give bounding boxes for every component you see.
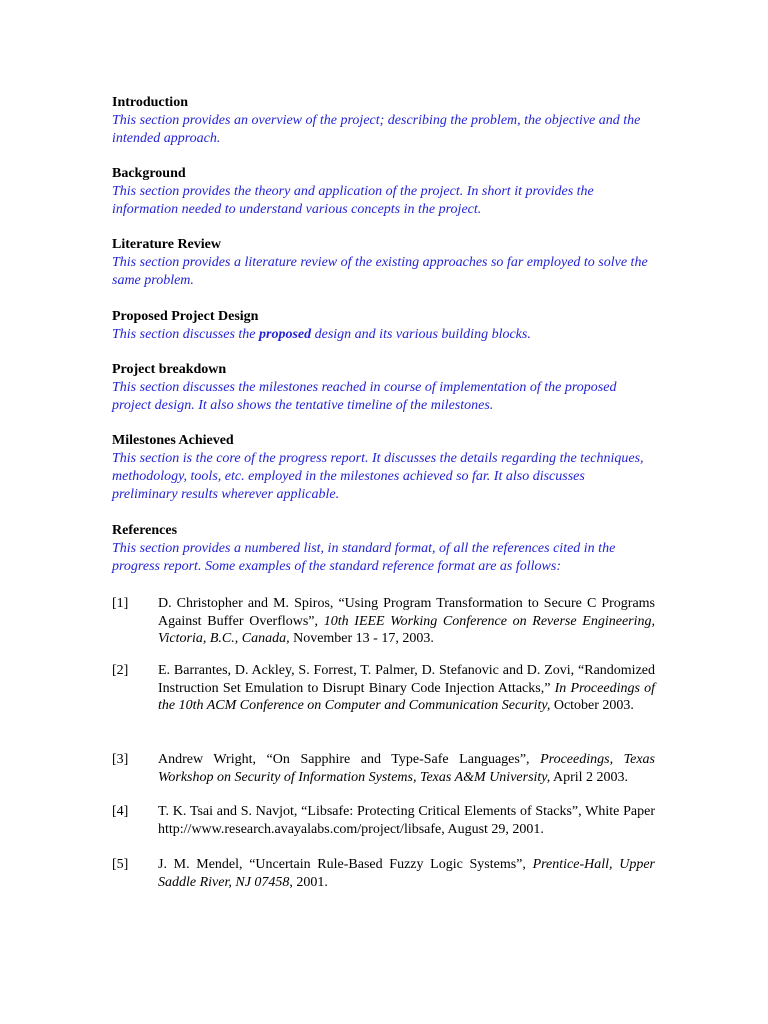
- section-description: This section provides a literature review of the existing approaches so far employed to solve the same problem.: [112, 255, 648, 288]
- section-heading: Introduction: [112, 95, 188, 110]
- reference-plain: Andrew Wright, “On Sapphire and Type-Safe Languages”,: [158, 752, 541, 767]
- reference-plain: J. M. Mendel, “Uncertain Rule-Based Fuzzy Logic Systems”,: [158, 857, 533, 872]
- section-heading: Milestones Achieved: [112, 433, 234, 448]
- section-proposed-project-design: [112, 308, 652, 344]
- desc-emphasis: proposed: [259, 327, 312, 342]
- section-description: [112, 326, 652, 344]
- section-heading: Literature Review: [112, 237, 221, 252]
- section-heading: Project breakdown: [112, 362, 227, 377]
- reference-text: [158, 751, 655, 786]
- reference-plain: T. K. Tsai and S. Navjot, “Libsafe: Protecting Critical Elements of Stacks”, White Paper http://www.research.avayalabs.com/project/libsafe, August 29, 2001.: [158, 804, 655, 837]
- section-heading: References: [112, 523, 178, 538]
- section-introduction: [112, 94, 652, 148]
- reference-italic: In Proceedings of the 10th ACM Conference on Computer and Communication Security,: [158, 680, 655, 713]
- reference-number: [3]: [112, 752, 129, 767]
- reference-number: [2]: [112, 663, 129, 678]
- section-background: [112, 165, 652, 219]
- section-description: This section is the core of the progress report. It discusses the details regarding the techniques, methodology, tools, etc. employed in the milestones achieved so far. It also discusses preliminary results wherever applicable.: [112, 451, 644, 502]
- reference-italic: 10th IEEE Working Conference on Reverse Engineering, Victoria, B.C., Canada,: [158, 613, 655, 646]
- reference-italic: Proceedings, Texas Workshop on Security of Information Systems, Texas A&M University,: [158, 752, 656, 785]
- reference-plain: October 2003.: [550, 698, 634, 713]
- section-references: [112, 522, 652, 576]
- reference-item: [112, 662, 655, 715]
- reference-plain: November 13 - 17, 2003.: [289, 631, 434, 646]
- reference-number: [5]: [112, 857, 129, 872]
- reference-plain: , 2001.: [289, 874, 328, 890]
- reference-number: [1]: [112, 596, 129, 611]
- reference-number: [4]: [112, 804, 129, 819]
- reference-text: [158, 803, 655, 838]
- reference-text: [158, 856, 655, 891]
- section-heading: Proposed Project Design: [112, 309, 259, 324]
- reference-text: [158, 595, 655, 648]
- desc-text: design and its various building blocks.: [311, 327, 531, 342]
- reference-plain: E. Barrantes, D. Ackley, S. Forrest, T. Palmer, D. Stefanovic and D. Zovi, “Randomized Instruction Set Emulation to Disrupt Binary Code Injection Attacks,”: [158, 663, 655, 696]
- section-description: This section provides the theory and application of the project. In short it provides the information needed to understand various concepts in the project.: [112, 184, 594, 217]
- reference-item: [112, 803, 655, 838]
- section-milestones-achieved: [112, 432, 652, 504]
- reference-item: [112, 751, 655, 786]
- reference-text: [158, 662, 655, 715]
- section-heading: Background: [112, 166, 186, 181]
- section-project-breakdown: [112, 361, 652, 415]
- section-description: This section discusses the milestones reached in course of implementation of the proposed project design. It also shows the tentative timeline of the milestones.: [112, 380, 617, 413]
- section-literature-review: [112, 236, 652, 290]
- desc-text: This section discusses the: [112, 327, 259, 342]
- reference-plain: April 2 2003.: [550, 769, 629, 785]
- section-description: This section provides an overview of the project; describing the problem, the objective and the intended approach.: [112, 113, 641, 146]
- reference-italic: Prentice-Hall, Upper Saddle River, NJ 07458: [158, 857, 655, 890]
- reference-plain: D. Christopher and M. Spiros, “Using Program Transformation to Secure C Programs Against Buffer Overflows”,: [158, 596, 655, 629]
- reference-item: [112, 856, 655, 891]
- section-description: This section provides a numbered list, in standard format, of all the references cited in the progress report. Some examples of the standard reference format are as follows:: [112, 541, 616, 574]
- reference-item: [112, 595, 655, 648]
